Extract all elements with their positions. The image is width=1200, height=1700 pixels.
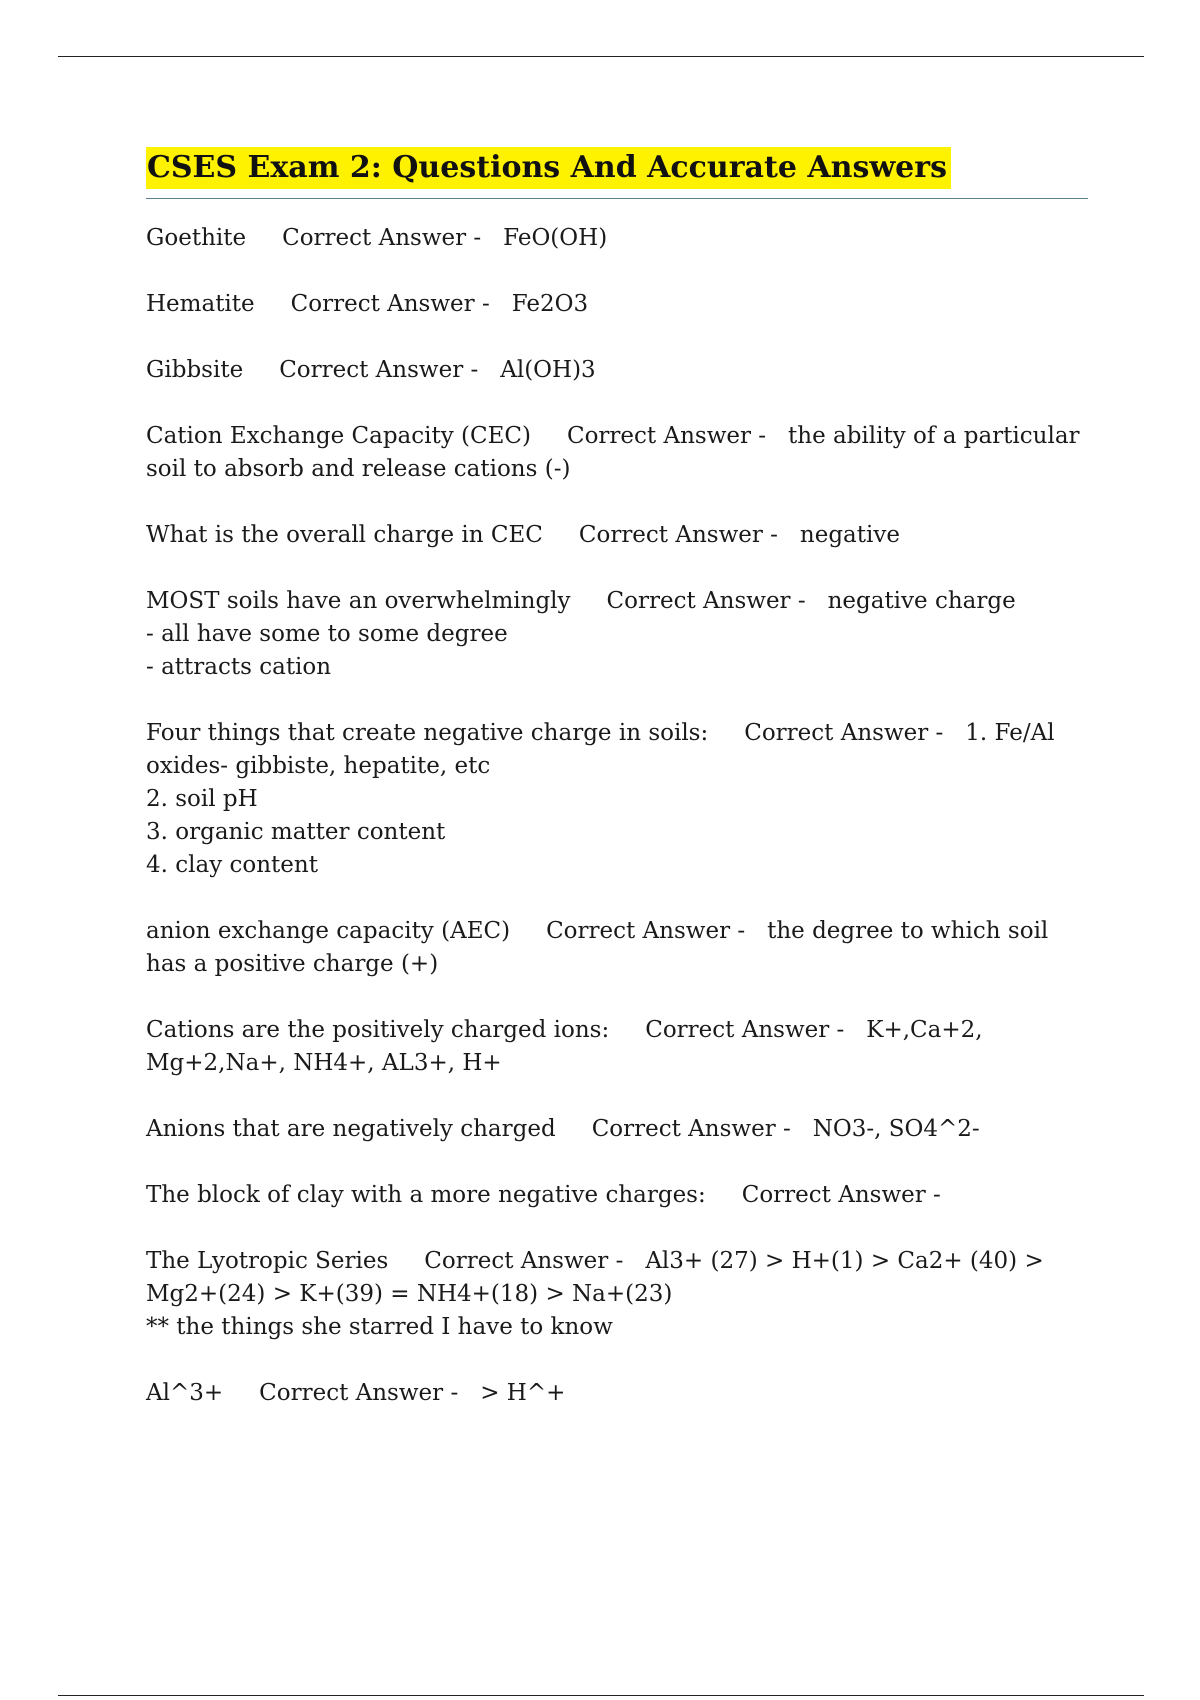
answer-continuation: ** the things she starred I have to know [146,1314,613,1340]
question-term: Al^3+ [146,1380,224,1406]
question-term: The Lyotropic Series [146,1248,389,1274]
header-rule [58,56,1144,57]
answer-label: Correct Answer - [290,291,490,317]
answer-continuation: 2. soil pH [146,786,258,812]
answer-text: 1. Fe/Al oxides- gibbiste, hepatite, etc [146,720,1055,779]
question-term: What is the overall charge in CEC [146,522,543,548]
answer-text: Al3+ (27) > H+(1) > Ca2+ (40) > Mg2+(24) > K+(39) = NH4+(18) > Na+(23) [146,1248,1044,1307]
qa-entry [146,1014,1088,1080]
answer-text: > H^+ [480,1380,566,1406]
qa-list [146,222,1088,1410]
question-term: Cation Exchange Capacity (CEC) [146,423,531,449]
answer-text: NO3-, SO4^2- [812,1116,980,1142]
answer-text: Al(OH)3 [500,357,596,383]
answer-text: negative charge [827,588,1016,614]
answer-text: the degree to which soil has a positive charge (+) [146,918,1049,977]
answer-text: negative [799,522,900,548]
qa-entry [146,222,1088,255]
qa-entry [146,1245,1088,1344]
document-body [146,147,1088,1443]
answer-text: K+,Ca+2, Mg+2,Na+, NH4+, AL3+, H+ [146,1017,983,1076]
question-term: anion exchange capacity (AEC) [146,918,511,944]
qa-entry [146,1113,1088,1146]
answer-label: Correct Answer - [591,1116,791,1142]
qa-entry [146,519,1088,552]
qa-entry [146,288,1088,321]
answer-label: Correct Answer - [744,720,944,746]
qa-entry [146,354,1088,387]
answer-continuation: - all have some to some degree [146,621,508,647]
answer-continuation: 3. organic matter content [146,819,446,845]
answer-label: Correct Answer - [282,225,482,251]
qa-entry [146,1377,1088,1410]
answer-label: Correct Answer - [606,588,806,614]
answer-label: Correct Answer - [578,522,778,548]
answer-label: Correct Answer - [645,1017,845,1043]
qa-entry [146,585,1088,684]
question-term: Four things that create negative charge in soils: [146,720,709,746]
answer-text: Fe2O3 [511,291,589,317]
qa-entry [146,1179,1088,1212]
question-term: Goethite [146,225,247,251]
question-term: Hematite [146,291,255,317]
answer-label: Correct Answer - [741,1182,941,1208]
qa-entry [146,915,1088,981]
answer-continuation: 4. clay content [146,852,318,878]
question-term: Cations are the positively charged ions: [146,1017,610,1043]
question-term: The block of clay with a more negative charges: [146,1182,706,1208]
document-title: CSES Exam 2: Questions And Accurate Answers [146,147,951,189]
answer-label: Correct Answer - [259,1380,459,1406]
qa-entry [146,420,1088,486]
answer-continuation: - attracts cation [146,654,332,680]
answer-label: Correct Answer - [546,918,746,944]
answer-label: Correct Answer - [566,423,767,449]
qa-entry [146,717,1088,882]
answer-label: Correct Answer - [279,357,479,383]
question-term: Gibbsite [146,357,244,383]
question-term: Anions that are negatively charged [146,1116,556,1142]
question-term: MOST soils have an overwhelmingly [146,588,571,614]
answer-text: the ability of a particular soil to absorb and release cations (-) [146,423,1080,482]
answer-label: Correct Answer - [424,1248,624,1274]
answer-text: FeO(OH) [503,225,608,251]
footer-rule [58,1695,1144,1696]
title-block [146,147,1088,199]
